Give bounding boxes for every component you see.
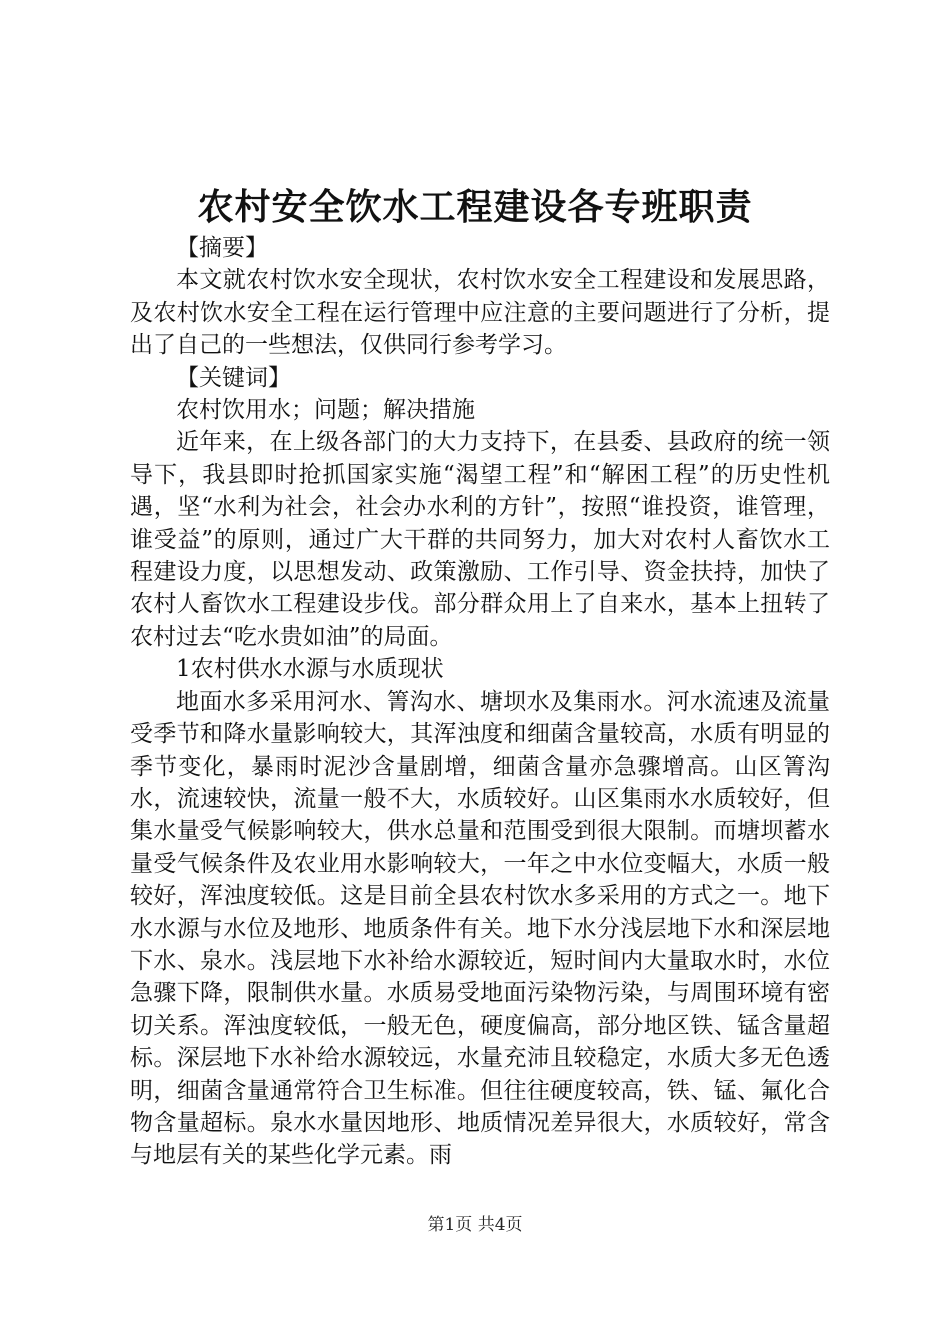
document-body: [130, 232, 830, 1172]
keywords-text: 农村饮用水；问题；解决措施: [176, 397, 475, 424]
abstract-text: 本文就农村饮水安全现状，农村饮水安全工程建设和发展思路，及农村饮水安全工程在运行管理中应注意的主要问题进行了分析，提出了自己的一些想法，仅供同行参考学习。: [130, 267, 830, 359]
intro-paragraph: 近年来，在上级各部门的大力支持下，在县委、县政府的统一领导下，我县即时抢抓国家实施“渴望工程”和“解困工程”的历史性机遇，坚“水利为社会，社会办水利的方针”，按照“谁投资，谁管理，谁受益”的原则，通过广大干群的共同努力，加大对农村人畜饮水工程建设力度，以思想发动、政策激励、工作引导、资金扶持，加快了农村人畜饮水工程建设步伐。部分群众用上了自来水，基本上扭转了农村过去“吃水贵如油”的局面。: [130, 429, 830, 650]
document-title: 农村安全饮水工程建设各专班职责: [197, 187, 753, 228]
abstract-heading: 【摘要】: [176, 235, 268, 261]
section-paragraph: 地面水多采用河水、箐沟水、塘坝水及集雨水。河水流速及流量受季节和降水量影响较大，其浑浊度和细菌含量较高，水质有明显的季节变化，暴雨时泥沙含量剧增，细菌含量亦急骤增高。山区箐沟水，流速较快，流量一般不大，水质较好。山区集雨水水质较好，但集水量受气候影响较大，供水总量和范围受到很大限制。而塘坝蓄水量受气候条件及农业用水影响较大，一年之中水位变幅大，水质一般较好，浑浊度较低。这是目前全县农村饮水多采用的方式之一。地下水水源与水位及地形、地质条件有关。地下水分浅层地下水和深层地下水、泉水。浅层地下水补给水源较近，短时间内大量取水时，水位急骤下降，限制供水量。水质易受地面污染物污染，与周围环境有密切关系。浑浊度较低，一般无色，硬度偏高，部分地区铁、锰含量超标。深层地下水补给水源较远，水量充沛且较稳定，水质大多无色透明，细菌含量通常符合卫生标准。但往往硬度较高，铁、锰、氟化合物含量超标。泉水水量因地形、地质情况差异很大，水质较好，常含与地层有关的某些化学元素。雨: [130, 688, 830, 1169]
page-footer: 第1页 共4页: [427, 1215, 523, 1235]
keywords-heading: 【关键词】: [176, 364, 291, 391]
section-heading: 1农村供水水源与水质现状: [176, 656, 444, 683]
